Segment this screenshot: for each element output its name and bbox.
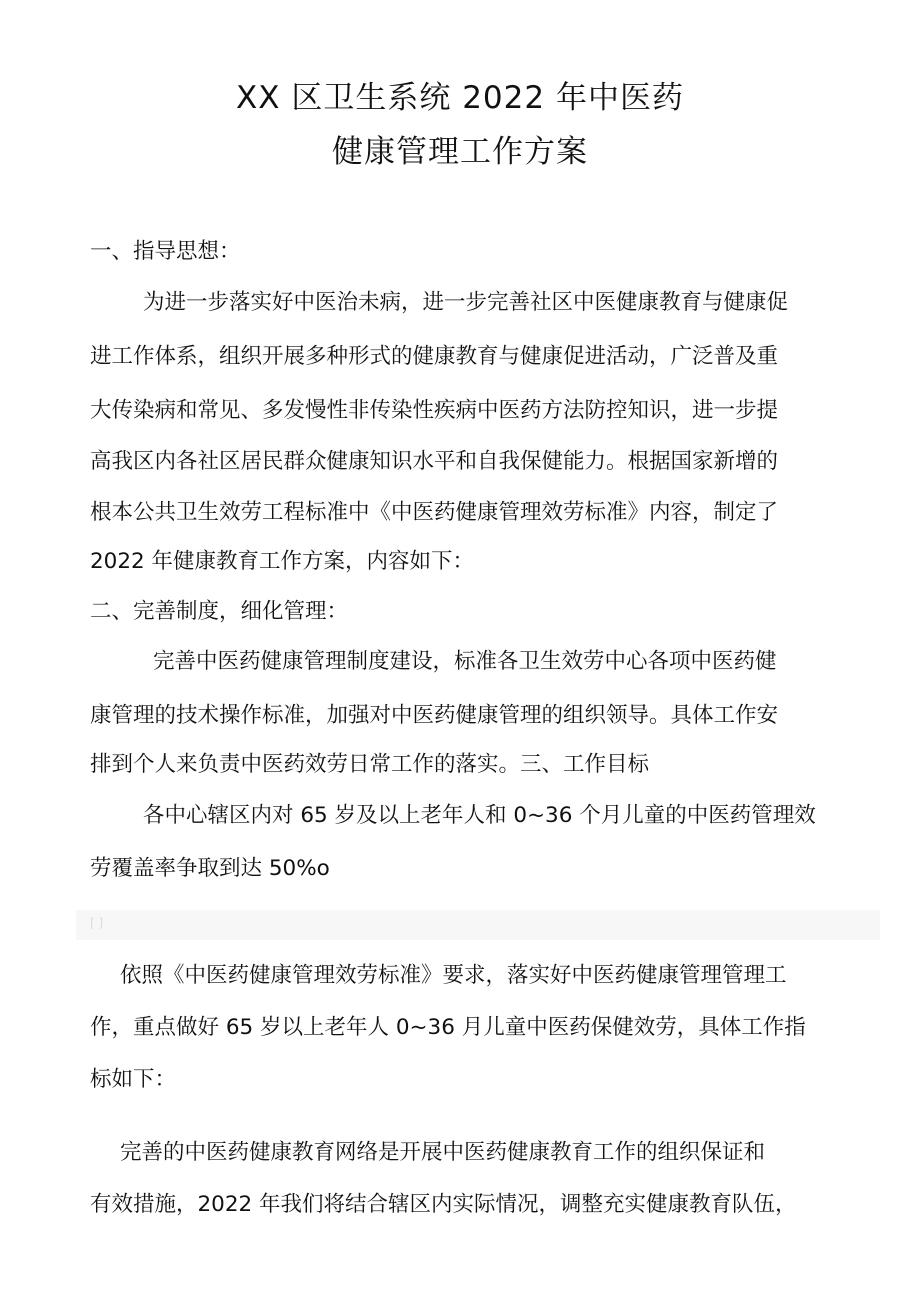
body-line: 有效措施，2022 年我们将结合辖区内实际情况，调整充实健康教育队伍，: [90, 1192, 797, 1217]
section-heading-guiding-ideology: 一、指导思想：: [90, 239, 241, 264]
body-line: 根本公共卫生效劳工程标准中《中医药健康管理效劳标准》内容，制定了: [90, 500, 779, 525]
body-line: 大传染病和常见、多发慢性非传染性疾病中医药方法防控知识，进一步提: [90, 398, 779, 423]
body-line: 完善的中医药健康教育网络是开展中医药健康教育工作的组织保证和: [120, 1140, 766, 1165]
body-line: 2022 年健康教育工作方案，内容如下：: [90, 549, 475, 574]
document-title-line-2: 健康管理工作方案: [332, 134, 588, 170]
body-line: 高我区内各社区居民群众健康知识水平和自我保健能力。根据国家新增的: [90, 449, 779, 474]
faint-marker: [ ]: [90, 916, 104, 930]
body-line: 劳覆盖率争取到达 50%o: [90, 856, 330, 881]
blank-highlight-strip: [76, 910, 880, 940]
body-line: 完善中医药健康管理制度建设，标准各卫生效劳中心各项中医药健: [153, 649, 777, 674]
body-line: 康管理的技术操作标准，加强对中医药健康管理的组织领导。具体工作安: [90, 703, 779, 728]
body-line: 作，重点做好 65 岁以上老年人 0~36 月儿童中医药保健效劳，具体工作指: [90, 1015, 806, 1040]
body-line: 进工作体系，组织开展多种形式的健康教育与健康促进活动，广泛普及重: [90, 344, 779, 369]
document-title-line-1: XX 区卫生系统 2022 年中医药: [236, 80, 684, 116]
body-line: 为进一步落实好中医治未病，进一步完善社区中医健康教育与健康促: [143, 290, 789, 315]
body-line: 依照《中医药健康管理效劳标准》要求，落实好中医药健康管理管理工: [120, 963, 787, 988]
section-heading-improve-system: 二、完善制度，细化管理：: [90, 599, 349, 624]
body-line: 各中心辖区内对 65 岁及以上老年人和 0~36 个月儿童的中医药管理效: [143, 803, 816, 828]
body-line: 标如下：: [90, 1067, 177, 1092]
body-line: 排到个人来负责中医药效劳日常工作的落实。三、工作目标: [90, 752, 650, 777]
